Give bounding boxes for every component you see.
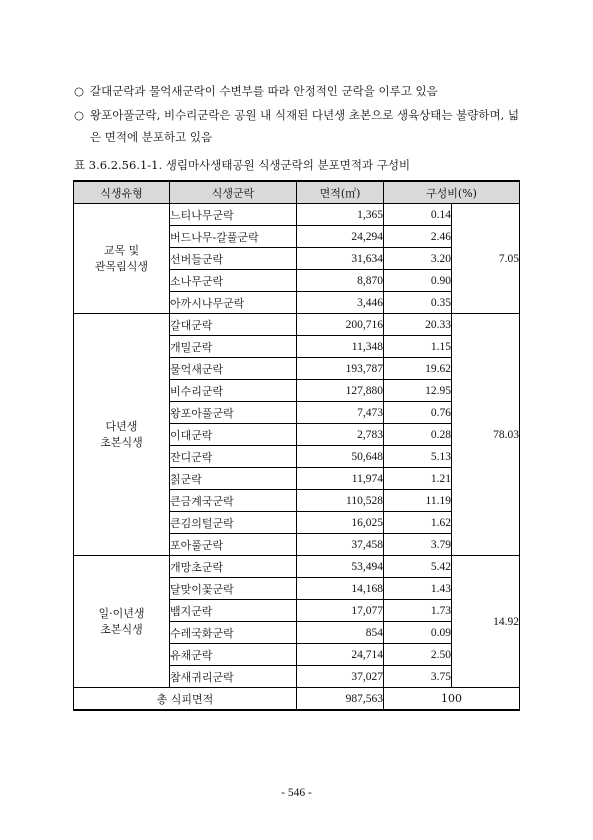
- community-name-cell: 큰김의털군락: [170, 512, 297, 534]
- header-ratio: 구성비(%): [384, 181, 520, 204]
- table-body: [74, 204, 520, 711]
- group-ratio-cell: 14.92: [452, 556, 520, 688]
- header-area: 면적(㎡): [297, 181, 384, 204]
- ratio-cell: 3.20: [384, 248, 452, 270]
- table-row: [74, 556, 520, 578]
- page-number: - 546 -: [281, 787, 312, 799]
- area-cell: 31,634: [297, 248, 384, 270]
- area-cell: 7,473: [297, 402, 384, 424]
- ratio-cell: 12.95: [384, 380, 452, 402]
- area-cell: 3,446: [297, 292, 384, 314]
- bullet-text: 왕포아풀군락, 비수리군락은 공원 내 식재된 다년생 초본으로 생육상태는 불량하며, 넓은 면적에 분포하고 있음: [90, 108, 520, 144]
- area-cell: 14,168: [297, 578, 384, 600]
- community-name-cell: 참새귀리군락: [170, 666, 297, 688]
- vegetation-type-line2: 초본식생: [100, 435, 143, 449]
- ratio-cell: 11.19: [384, 490, 452, 512]
- area-cell: 37,027: [297, 666, 384, 688]
- community-name-cell: 포아풀군락: [170, 534, 297, 556]
- area-cell: 37,458: [297, 534, 384, 556]
- table-caption: 표 3.6.2.56.1-1. 생림마사생태공원 식생군락의 분포면적과 구성비: [74, 158, 411, 172]
- ratio-cell: 0.90: [384, 270, 452, 292]
- community-name-cell: 이대군락: [170, 424, 297, 446]
- area-cell: 50,648: [297, 446, 384, 468]
- area-cell: 16,025: [297, 512, 384, 534]
- table-row: [74, 314, 520, 336]
- area-cell: 8,870: [297, 270, 384, 292]
- area-cell: 193,787: [297, 358, 384, 380]
- header-type: 식생유형: [74, 181, 170, 204]
- bullet-text: 갈대군락과 물억새군락이 수변부를 따라 안정적인 군락을 이루고 있음: [90, 84, 438, 98]
- vegetation-type-cell: [74, 204, 170, 314]
- area-cell: 110,528: [297, 490, 384, 512]
- vegetation-type-cell: [74, 314, 170, 556]
- community-name-cell: 갈대군락: [170, 314, 297, 336]
- community-name-cell: 개망초군락: [170, 556, 297, 578]
- total-row: [74, 688, 520, 711]
- ratio-cell: 0.76: [384, 402, 452, 424]
- ratio-cell: 2.50: [384, 644, 452, 666]
- community-name-cell: 아까시나무군락: [170, 292, 297, 314]
- vegetation-table: [73, 180, 520, 711]
- ratio-cell: 0.09: [384, 622, 452, 644]
- area-cell: 854: [297, 622, 384, 644]
- bullet-list: [74, 80, 524, 150]
- community-name-cell: 왕포아풀군락: [170, 402, 297, 424]
- community-name-cell: 뱀지군락: [170, 600, 297, 622]
- ratio-cell: 1.62: [384, 512, 452, 534]
- area-cell: 11,348: [297, 336, 384, 358]
- ratio-cell: 1.15: [384, 336, 452, 358]
- area-cell: 24,294: [297, 226, 384, 248]
- community-name-cell: 소나무군락: [170, 270, 297, 292]
- community-name-cell: 수레국화군락: [170, 622, 297, 644]
- ratio-cell: 2.46: [384, 226, 452, 248]
- ratio-cell: 1.21: [384, 468, 452, 490]
- circle-bullet-icon: ○: [74, 108, 85, 122]
- area-cell: 17,077: [297, 600, 384, 622]
- community-name-cell: 유채군락: [170, 644, 297, 666]
- ratio-cell: 0.35: [384, 292, 452, 314]
- area-cell: 127,880: [297, 380, 384, 402]
- vegetation-type-line1: 일·이년생: [98, 606, 145, 620]
- total-area: 987,563: [297, 688, 384, 711]
- community-name-cell: 칡군락: [170, 468, 297, 490]
- group-ratio-cell: 78.03: [452, 314, 520, 556]
- table-header-row: [74, 181, 520, 204]
- area-cell: 11,974: [297, 468, 384, 490]
- ratio-cell: 1.43: [384, 578, 452, 600]
- area-cell: 1,365: [297, 204, 384, 226]
- community-name-cell: 선버들군락: [170, 248, 297, 270]
- bullet-item: [74, 104, 524, 148]
- group-ratio-cell: 7.05: [452, 204, 520, 314]
- ratio-cell: 3.79: [384, 534, 452, 556]
- area-cell: 24,714: [297, 644, 384, 666]
- vegetation-type-cell: [74, 556, 170, 688]
- vegetation-type-line1: 다년생: [105, 419, 138, 433]
- area-cell: 2,783: [297, 424, 384, 446]
- ratio-cell: 3.75: [384, 666, 452, 688]
- vegetation-type-line2: 초본식생: [100, 622, 143, 636]
- ratio-cell: 5.42: [384, 556, 452, 578]
- total-label: 총 식피면적: [74, 688, 297, 711]
- vegetation-type-line1: 교목 및: [103, 243, 140, 257]
- ratio-cell: 1.73: [384, 600, 452, 622]
- community-name-cell: 개밀군락: [170, 336, 297, 358]
- ratio-cell: 20.33: [384, 314, 452, 336]
- ratio-cell: 5.13: [384, 446, 452, 468]
- community-name-cell: 잔디군락: [170, 446, 297, 468]
- area-cell: 200,716: [297, 314, 384, 336]
- vegetation-type-line2: 관목림식생: [94, 259, 149, 273]
- area-cell: 53,494: [297, 556, 384, 578]
- community-name-cell: 비수리군락: [170, 380, 297, 402]
- community-name-cell: 버드나무-갈풀군락: [170, 226, 297, 248]
- community-name-cell: 달맞이꽃군락: [170, 578, 297, 600]
- ratio-cell: 0.28: [384, 424, 452, 446]
- community-name-cell: 물억새군락: [170, 358, 297, 380]
- header-community: 식생군락: [170, 181, 297, 204]
- bullet-item: [74, 80, 524, 102]
- ratio-cell: 19.62: [384, 358, 452, 380]
- ratio-cell: 0.14: [384, 204, 452, 226]
- circle-bullet-icon: ○: [74, 84, 85, 98]
- total-ratio: 100: [384, 688, 520, 711]
- community-name-cell: 큰금계국군락: [170, 490, 297, 512]
- table-row: [74, 204, 520, 226]
- community-name-cell: 느티나무군락: [170, 204, 297, 226]
